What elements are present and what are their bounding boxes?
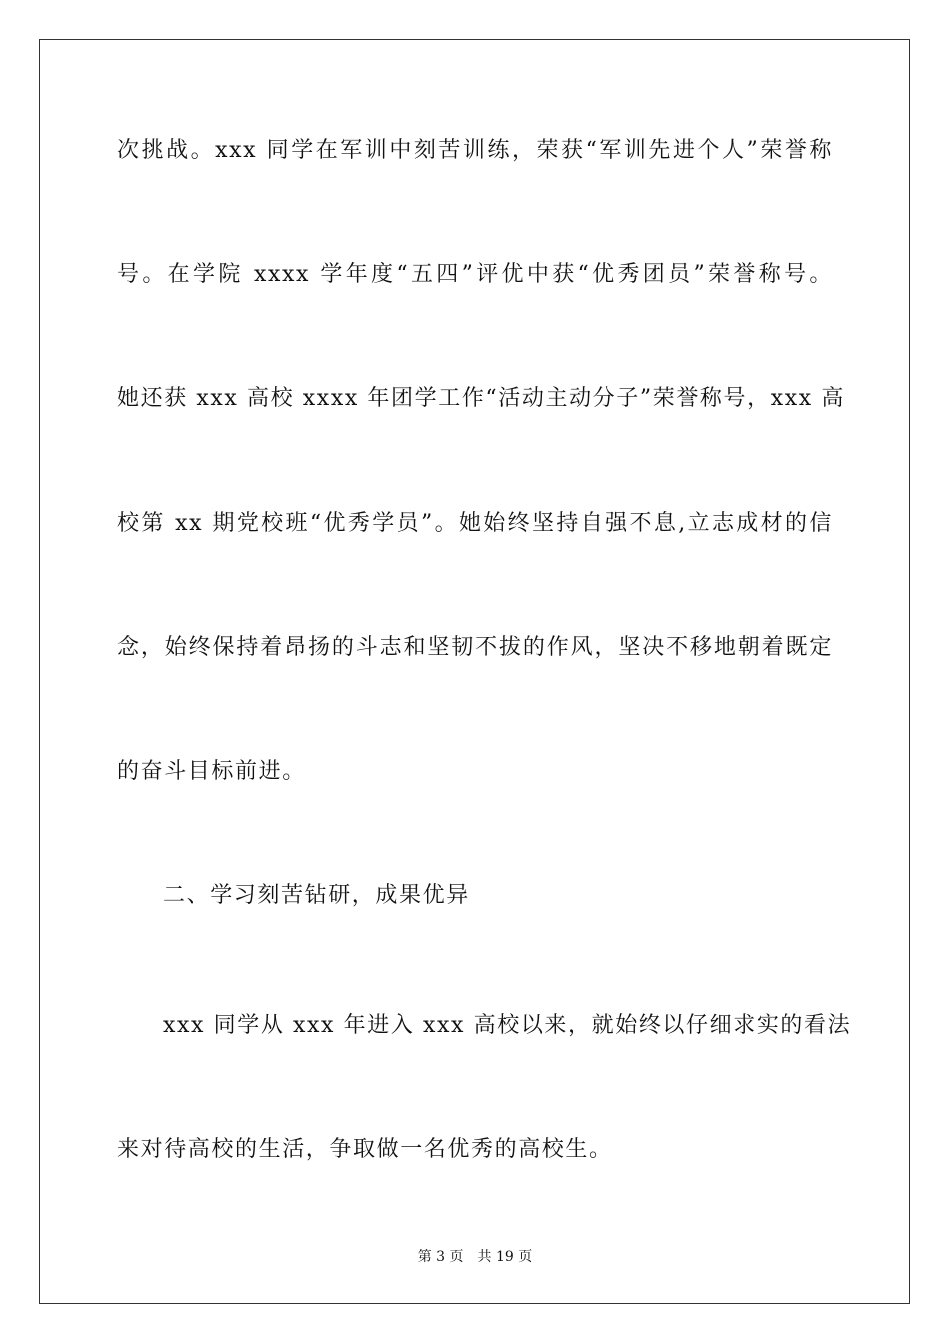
body-line-2: 号。在学院 xxxx 学年度“五四”评优中获“优秀团员”荣誉称号。 — [117, 262, 833, 287]
body-line-1: 次挑战。xxx 同学在军训中刻苦训练，荣获“军训先进个人”荣誉称 — [117, 138, 833, 163]
page-footer — [0, 1247, 950, 1267]
page-number: 第 3 页 — [417, 1249, 464, 1265]
paragraph-line-2: 来对待高校的生活，争取做一名优秀的高校生。 — [117, 1137, 613, 1162]
body-line-6: 的奋斗目标前进。 — [117, 759, 306, 784]
paragraph-line-1: xxx 同学从 xxx 年进入 xxx 高校以来，就始终以仔细求实的看法 — [163, 1013, 852, 1038]
page-border — [39, 39, 910, 1304]
section-heading: 二、学习刻苦钻研，成果优异 — [163, 883, 470, 908]
body-line-4: 校第 xx 期党校班“优秀学员”。她始终坚持自强不息,立志成材的信 — [117, 511, 833, 536]
page-total: 共 19 页 — [477, 1249, 533, 1265]
body-line-3: 她还获 xxx 高校 xxxx 年团学工作“活动主动分子”荣誉称号，xxx 高 — [117, 386, 845, 411]
body-line-5: 念，始终保持着昂扬的斗志和坚韧不拔的作风，坚决不移地朝着既定 — [117, 635, 833, 660]
